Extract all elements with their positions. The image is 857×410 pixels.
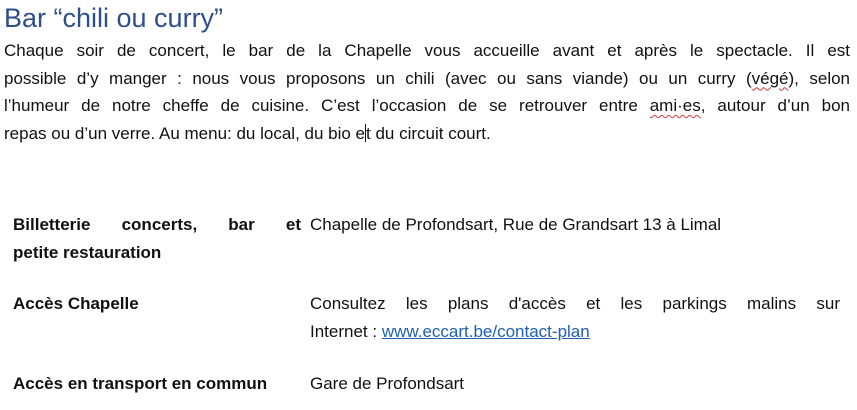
info-label: Accès en transport en commun (13, 374, 268, 393)
info-value: Gare de Profondsart (310, 374, 465, 393)
info-row-acces-chapelle (13, 290, 843, 348)
paragraph-line (4, 65, 850, 93)
spellcheck-word[interactable]: ami·es (649, 96, 701, 115)
info-label-line: Billetterie concerts, bar et (13, 215, 301, 234)
info-value: Chapelle de Profondsart, Rue de Grandsart 13 à Limal (310, 215, 722, 234)
info-row-transport (13, 370, 843, 400)
page-title: Bar “chili ou curry” (4, 3, 224, 33)
contact-plan-link[interactable]: www.eccart.be/contact-plan (381, 322, 590, 341)
spellcheck-word[interactable]: végé (751, 68, 789, 88)
paragraph-text: , autour d’un bon (700, 96, 850, 115)
info-value (310, 290, 840, 346)
info-value-line: Consultez les plans d'accès et les parkings malins sur (310, 294, 840, 313)
paragraph-line (4, 92, 850, 120)
paragraph-text: t du circuit court. (366, 123, 491, 143)
paragraph-line (4, 120, 850, 148)
info-value-prefix: Internet : (310, 322, 382, 341)
info-label (13, 211, 301, 267)
paragraph-text: l’humeur de notre cheffe de cuisine. C’est l’occasion de se retrouver entre (4, 96, 650, 115)
intro-paragraph (4, 37, 850, 147)
info-value-line (310, 322, 590, 341)
info-label-line: petite restauration (13, 243, 162, 262)
paragraph-line: Chaque soir de concert, le bar de la Chapelle vous accueille avant et après le spectacle. Il est (4, 41, 850, 60)
paragraph-text: repas ou d’un verre. Au menu: du local, du bio e (4, 123, 366, 143)
info-label: Accès Chapelle (13, 294, 139, 313)
paragraph-text: possible d’y manger : nous vous proposons un chili (avec ou sans viande) ou un curry ( (4, 68, 752, 88)
info-row-billetterie (13, 211, 843, 269)
paragraph-text: ), selon (788, 68, 851, 88)
